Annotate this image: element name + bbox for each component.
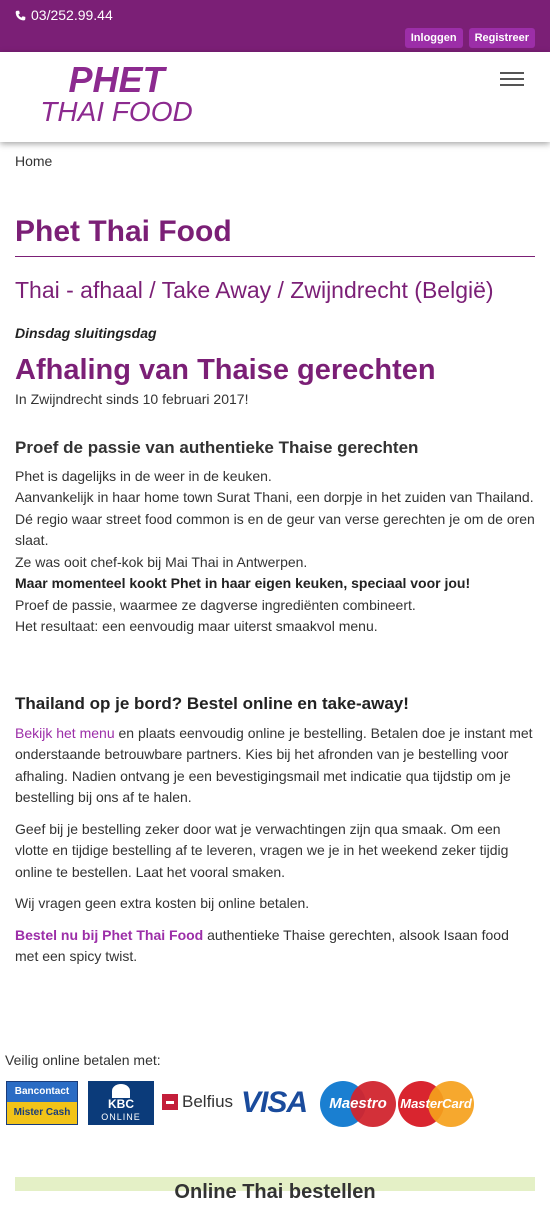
since-text: In Zwijndrecht sinds 10 februari 2017! <box>15 391 249 407</box>
maestro-text: Maestro <box>329 1095 387 1112</box>
belfius-logo <box>162 1092 233 1112</box>
takeaway-heading: Afhaling van Thaise gerechten <box>15 354 436 386</box>
bancontact-logo <box>6 1081 78 1125</box>
logo-line-2: THAI FOOD <box>40 96 193 127</box>
phone-icon <box>15 10 26 21</box>
bancontact-top: Bancontact <box>7 1082 77 1102</box>
view-menu-link[interactable]: Bekijk het menu <box>15 724 115 741</box>
order-now-paragraph <box>15 925 535 968</box>
no-costs-paragraph: Wij vragen geen extra kosten bij online betalen. <box>15 895 310 911</box>
phone-text: 03/252.99.44 <box>31 7 113 23</box>
order-paragraph <box>15 723 535 809</box>
top-bar <box>0 0 550 52</box>
kbc-logo <box>88 1081 154 1125</box>
breadcrumb-home[interactable]: Home <box>15 153 53 169</box>
passion-text <box>15 466 535 638</box>
order-online-title: Online Thai bestellen <box>174 1181 376 1203</box>
phone-number[interactable] <box>15 6 113 24</box>
bancontact-bottom: Mister Cash <box>7 1102 77 1124</box>
navbar <box>0 52 550 142</box>
order-text: en plaats eenvoudig online je bestelling. Betalen doe je instant met onderstaande betrouwbare partners. Kies bij het afronden van je bestelling voor afhaling. Nadien ontvang je een bevestigingsmail met indicatie qua tijdstip om je bestelling bij ons af te halen. <box>15 724 533 805</box>
page-subtitle: Thai - afhaal / Take Away / Zwijndrecht (België) <box>15 277 494 303</box>
passion-line: Aanvankelijk in haar home town Surat Thani, een dorpje in het zuiden van Thailand. <box>15 489 534 505</box>
site-logo[interactable] <box>34 59 199 127</box>
mastercard-logo <box>398 1081 474 1127</box>
passion-line: Maar momenteel kookt Phet in haar eigen keuken, speciaal voor jou! <box>15 575 471 591</box>
payment-heading: Veilig online betalen met: <box>5 1052 161 1068</box>
taste-paragraph: Geef bij je bestelling zeker door wat je verwachtingen zijn qua smaak. Om een vlotte en tijdige bestelling af te leveren, vragen we je in het weekend zeker tijdig online te bestellen. Laat het vooral smaken. <box>15 820 509 880</box>
kbc-text: KBC <box>108 1097 134 1111</box>
belfius-mark-icon <box>162 1094 178 1110</box>
mastercard-text: MasterCard <box>400 1096 472 1111</box>
belfius-text: Belfius <box>182 1092 234 1111</box>
kbc-online-text: ONLINE <box>101 1112 141 1122</box>
payment-logos <box>5 1080 475 1128</box>
passion-line: Ze was ooit chef-kok bij Mai Thai in Antwerpen. <box>15 553 308 570</box>
menu-toggle-icon[interactable] <box>500 72 524 86</box>
order-now-text: authentieke Thaise gerechten, alsook Isaan food met een spicy twist. <box>15 926 509 964</box>
visa-logo: VISA <box>241 1086 308 1119</box>
closed-day-notice: Dinsdag sluitingsdag <box>15 325 157 341</box>
register-button[interactable]: Registreer <box>469 28 535 48</box>
order-now-link[interactable]: Bestel nu bij Phet Thai Food <box>15 926 204 943</box>
maestro-logo <box>320 1081 396 1127</box>
order-online-box <box>15 1177 535 1203</box>
logo-line-1: PHET <box>68 59 165 100</box>
main-content <box>15 210 535 968</box>
passion-line: Het resultaat: een eenvoudig maar uiterst smaakvol menu. <box>15 618 378 634</box>
passion-line: Proef de passie, waarmee ze dagverse ingrediënten combineert. <box>15 596 416 613</box>
login-button[interactable]: Inloggen <box>405 28 463 48</box>
order-heading: Thailand op je bord? Bestel online en take-away! <box>15 693 409 713</box>
page-title: Phet Thai Food <box>15 210 535 257</box>
passion-line: Phet is dagelijks in de weer in de keuken. <box>15 467 272 484</box>
passion-line: Dé regio waar street food common is en de geur van verse gerechten je om de oren slaat. <box>15 510 535 548</box>
passion-heading: Proef de passie van authentieke Thaise gerechten <box>15 437 419 457</box>
